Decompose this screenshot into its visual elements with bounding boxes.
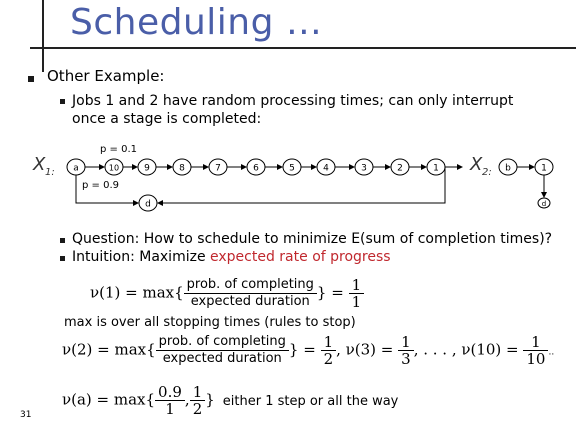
- sub-bullet-marker: [60, 256, 65, 261]
- svg-text:10: 10: [108, 163, 120, 173]
- prob-top-label: p = 0.1: [100, 144, 137, 155]
- svg-text:1: 1: [541, 163, 547, 174]
- eq2-dots: , . . . , ν(10) =: [413, 340, 524, 359]
- x1-node-5: [283, 159, 301, 175]
- eq1-lhs: ν(1) = max{: [90, 283, 184, 302]
- slide-title: Scheduling …: [70, 2, 323, 43]
- svg-text:b: b: [505, 163, 511, 174]
- x1-node-2: [391, 159, 409, 175]
- x1-node-10: [105, 159, 123, 175]
- svg-text:8: 8: [179, 163, 185, 174]
- x1-node-9: [138, 159, 156, 175]
- eq1-mid: } =: [316, 283, 349, 302]
- eq2-mid: } =: [288, 340, 321, 359]
- slide-number: 31: [20, 410, 32, 420]
- eq2-nu3: , ν(3) =: [336, 340, 399, 359]
- stopping-times-note: max is over all stopping times (rules to stop): [64, 315, 356, 330]
- sub-bullet-jobs-line1: Jobs 1 and 2 have random processing times; can only interrupt: [72, 93, 514, 109]
- eq3-lhs: ν(a) = max{: [62, 390, 156, 409]
- equation-nu1: [90, 277, 364, 310]
- bullet-other-example: Other Example:: [47, 67, 165, 85]
- eq2-f3-den: 10: [526, 350, 546, 368]
- eq1-denominator: expected duration: [190, 294, 310, 309]
- x1-label: X: [33, 154, 46, 175]
- eq3-f2-num: 1: [190, 384, 206, 401]
- eq1-numerator: prob. of completing: [184, 277, 317, 294]
- x1-node-1: [427, 159, 445, 175]
- eq3-close: }: [205, 390, 215, 409]
- x2-chain: [499, 159, 553, 208]
- sub-bullet-intuition: [72, 248, 391, 266]
- x2-subscript: 2: [482, 167, 489, 178]
- x1-subscript: 1: [45, 167, 52, 178]
- x2-node-b: [499, 159, 517, 175]
- equation-nu2: [62, 334, 554, 367]
- x1-node-4: [317, 159, 335, 175]
- eq3-f2-den: 2: [192, 400, 203, 418]
- sub-bullet-marker: [60, 238, 65, 243]
- svg-text:7: 7: [215, 163, 221, 174]
- x1-node-7: [209, 159, 227, 175]
- eq2-tail: ..: [548, 347, 555, 358]
- prob-bottom-label: p = 0.9: [82, 180, 119, 191]
- svg-text:d: d: [541, 200, 547, 208]
- sub-bullet-question: Question: How to schedule to minimize E(sum of completion times)?: [72, 231, 553, 247]
- x2-node-1: [535, 159, 553, 175]
- intuition-accent: expected rate of progress: [210, 249, 391, 265]
- eq2-lhs: ν(2) = max{: [62, 340, 156, 359]
- eq2-f1-num: 1: [321, 334, 337, 351]
- svg-text:a: a: [73, 163, 79, 174]
- eq2-denominator: expected duration: [162, 351, 282, 366]
- x1-node-a: [67, 159, 85, 175]
- svg-text:3: 3: [361, 163, 367, 174]
- svg-text:1:: 1:: [45, 167, 55, 178]
- eq3-f1-den: 1: [165, 400, 175, 418]
- eq2-f2-num: 1: [398, 334, 414, 351]
- x1-node-6: [247, 159, 265, 175]
- eq3-f1-num: 0.9: [155, 384, 185, 401]
- x2-node-d: [538, 198, 550, 208]
- x1-node-3: [355, 159, 373, 175]
- svg-text:d: d: [145, 199, 151, 210]
- x1-branch-node-d: [139, 195, 157, 211]
- x1-node-8: [173, 159, 191, 175]
- eq1-result-num: 1: [349, 277, 365, 294]
- eq3-comma: ,: [184, 390, 190, 409]
- eq1-result-den: 1: [351, 293, 362, 311]
- x1-chain: [67, 159, 462, 211]
- eq2-f3-num: 1: [523, 334, 548, 351]
- equation-nua: [62, 384, 398, 417]
- svg-text:1: 1: [433, 163, 439, 174]
- eq2-numerator: prob. of completing: [156, 334, 289, 351]
- svg-text:6: 6: [253, 163, 259, 174]
- svg-text:9: 9: [144, 163, 150, 174]
- eq2-f1-den: 2: [323, 350, 334, 368]
- svg-text:2:: 2:: [482, 167, 492, 178]
- svg-text:5: 5: [289, 163, 295, 174]
- x2-label: X: [470, 154, 483, 175]
- svg-text:4: 4: [323, 163, 329, 174]
- intuition-prefix: Intuition: Maximize: [72, 249, 211, 265]
- eq2-f2-den: 3: [401, 350, 411, 368]
- eq3-text: either 1 step or all the way: [222, 393, 399, 409]
- svg-text:2: 2: [397, 163, 403, 174]
- sub-bullet-jobs-line2: once a stage is completed:: [72, 111, 262, 127]
